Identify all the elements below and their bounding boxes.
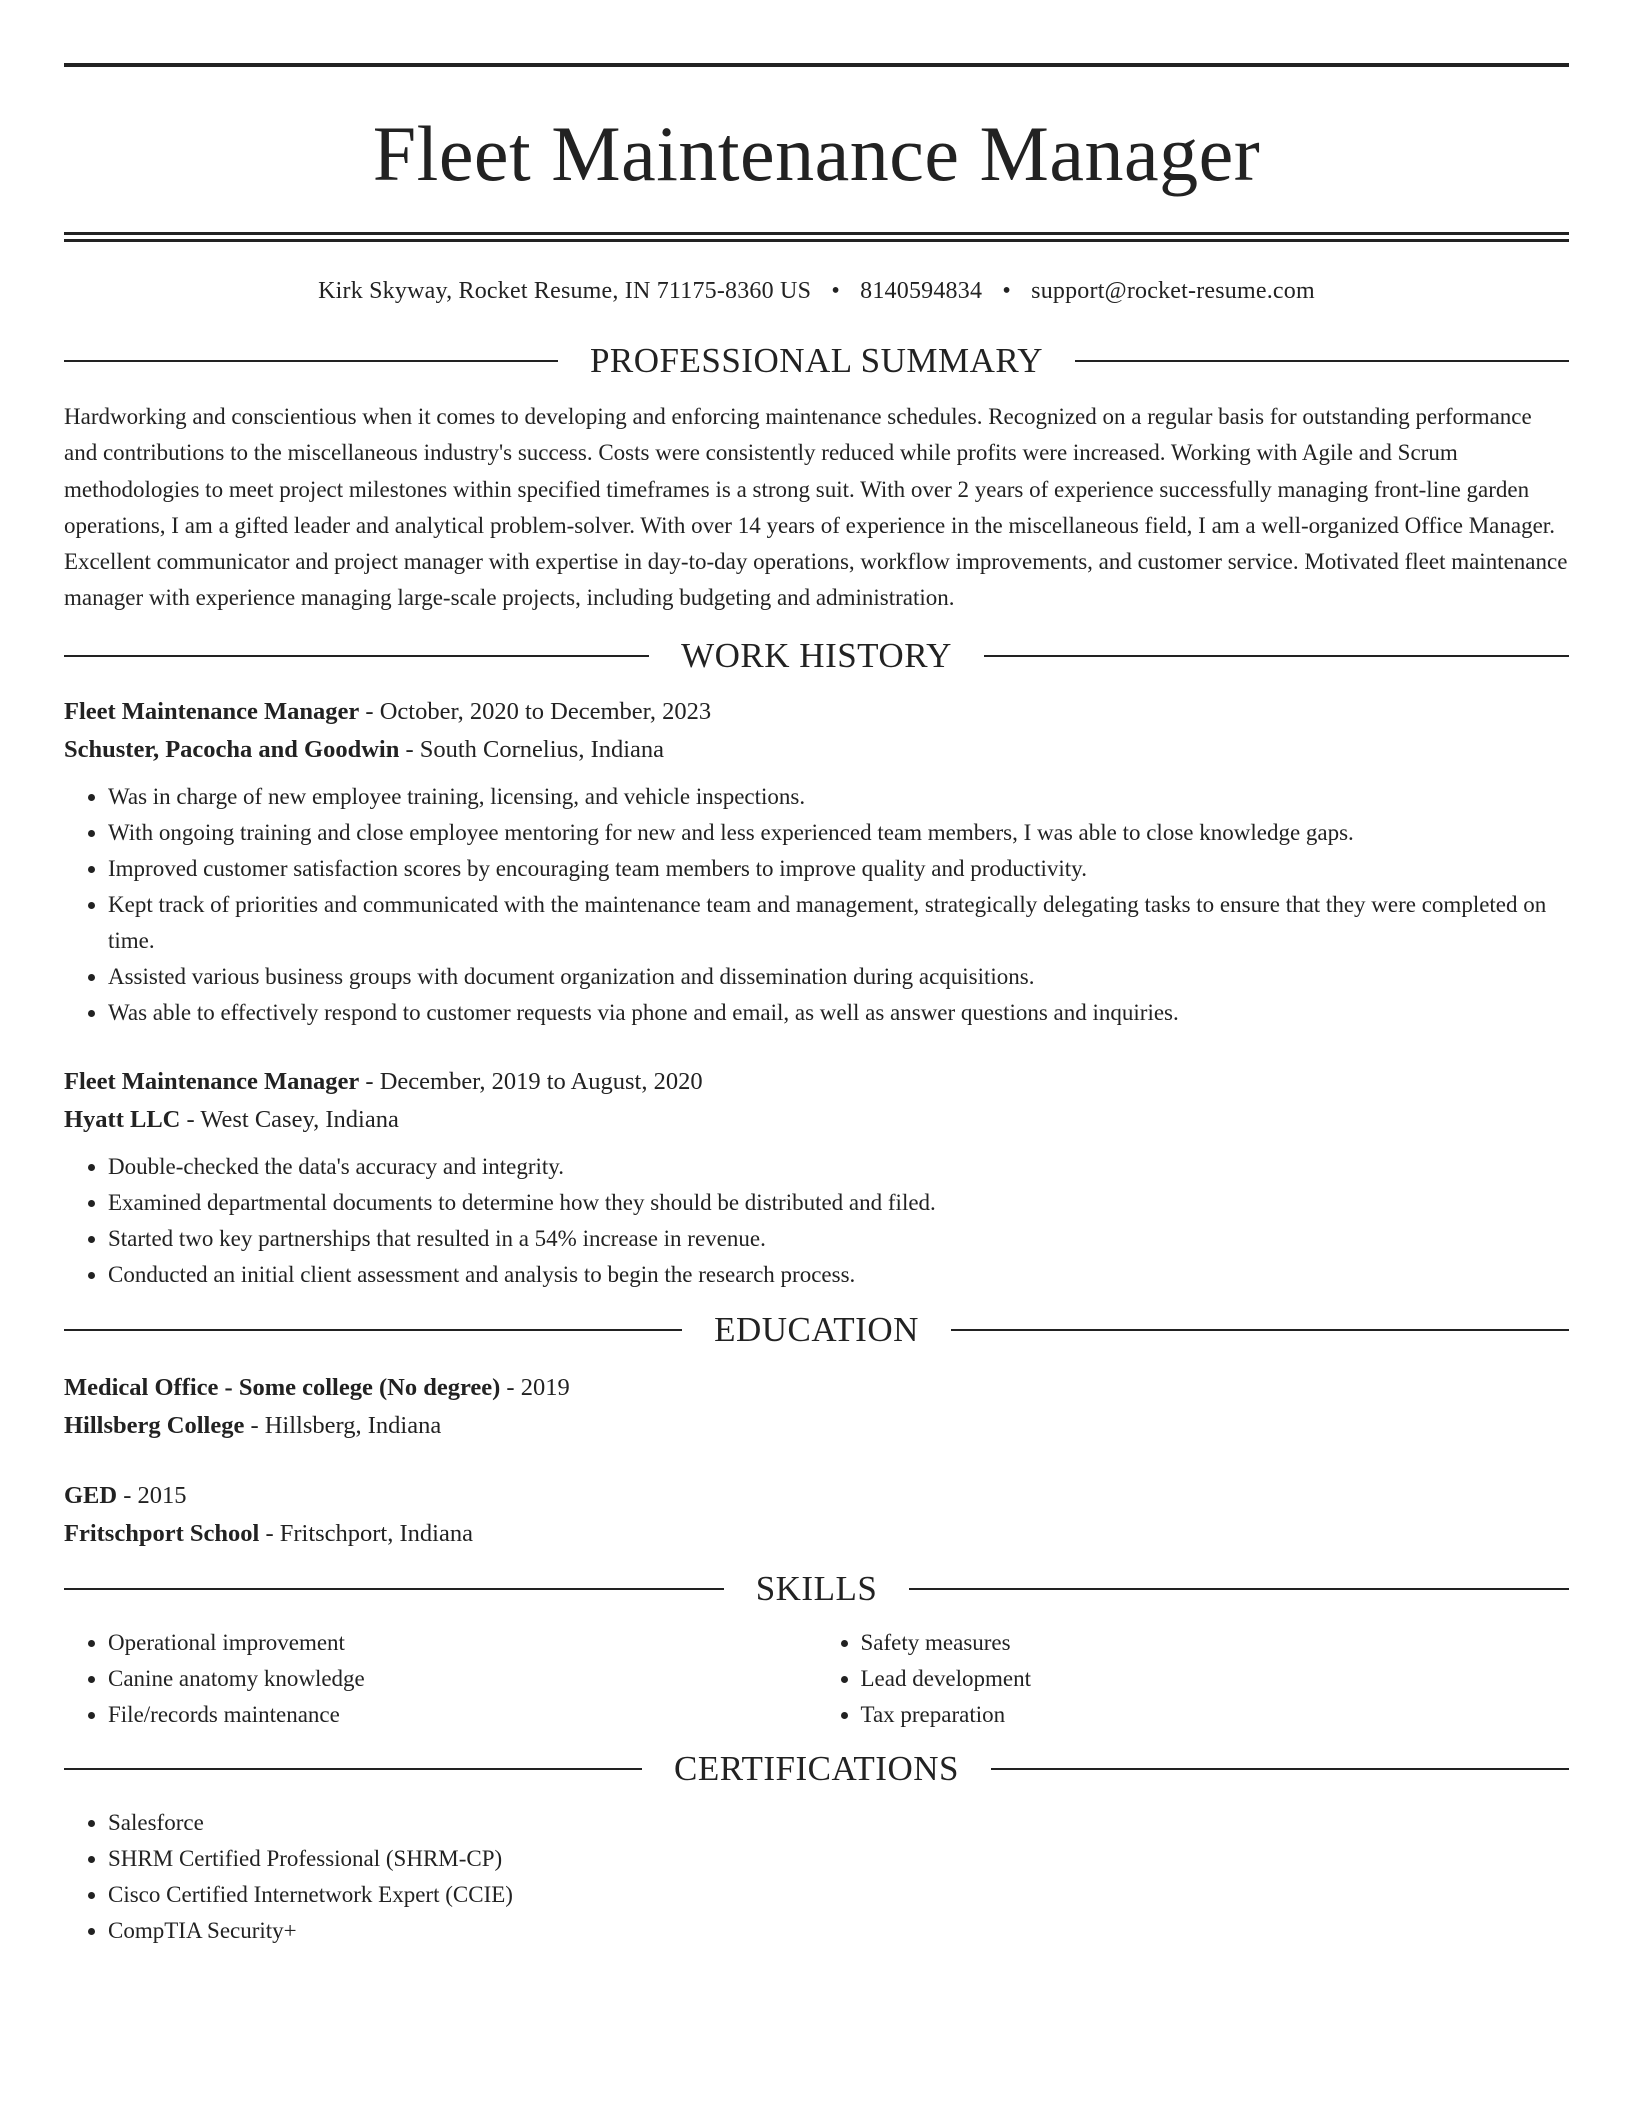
skill-item: • File/records maintenance bbox=[108, 1697, 817, 1733]
certification-item: • Salesforce bbox=[108, 1805, 1569, 1841]
education-year: - 2015 bbox=[117, 1481, 187, 1509]
job-dates: - December, 2019 to August, 2020 bbox=[359, 1067, 703, 1095]
section-heading-label: WORK HISTORY bbox=[681, 635, 952, 675]
certification-item: • Cisco Certified Internetwork Expert (CCIE) bbox=[108, 1877, 1569, 1913]
job-company: Hyatt LLC bbox=[64, 1105, 181, 1133]
section-rule-left bbox=[64, 360, 558, 362]
job-entry bbox=[64, 693, 1569, 1031]
education-school: Hillsberg College bbox=[64, 1411, 245, 1439]
job-bullet: • Started two key partnerships that resulted in a 54% increase in revenue. bbox=[108, 1221, 1569, 1257]
job-dates: - October, 2020 to December, 2023 bbox=[359, 697, 712, 725]
job-bullet: • Was in charge of new employee training, licensing, and vehicle inspections. bbox=[108, 779, 1569, 815]
skill-item: • Safety measures bbox=[861, 1625, 1570, 1661]
job-bullets bbox=[64, 1149, 1569, 1293]
section-rule-right bbox=[951, 1329, 1569, 1331]
section-heading-work-history bbox=[64, 634, 1569, 678]
job-company: Schuster, Pacocha and Goodwin bbox=[64, 735, 400, 763]
job-bullet: • Double-checked the data's accuracy and integrity. bbox=[108, 1149, 1569, 1185]
job-title-line bbox=[64, 1063, 1569, 1101]
section-heading-certifications bbox=[64, 1747, 1569, 1791]
section-heading-skills bbox=[64, 1567, 1569, 1611]
section-rule-left bbox=[64, 1329, 682, 1331]
job-bullets bbox=[64, 779, 1569, 1031]
section-rule-left bbox=[64, 1768, 642, 1770]
education-entry bbox=[64, 1477, 1569, 1553]
job-title-line bbox=[64, 693, 1569, 731]
contact-address: Kirk Skyway, Rocket Resume, IN 71175-8360 US bbox=[318, 278, 812, 304]
contact-email: support@rocket-resume.com bbox=[1031, 278, 1315, 304]
skills-list-right bbox=[817, 1625, 1570, 1733]
section-rule-right bbox=[984, 655, 1569, 657]
job-company-line bbox=[64, 1101, 1569, 1139]
contact-separator: • bbox=[831, 278, 840, 304]
section-heading-education bbox=[64, 1308, 1569, 1352]
education-school: Fritschport School bbox=[64, 1519, 260, 1547]
job-location: - West Casey, Indiana bbox=[180, 1105, 399, 1133]
education-degree-line bbox=[64, 1477, 1569, 1515]
header-double-rule bbox=[64, 232, 1569, 242]
contact-phone: 8140594834 bbox=[860, 278, 983, 304]
job-bullet: • Conducted an initial client assessment and analysis to begin the research process. bbox=[108, 1257, 1569, 1293]
education-degree: GED bbox=[64, 1481, 118, 1509]
resume-page bbox=[64, 63, 1569, 1949]
section-heading-label: CERTIFICATIONS bbox=[674, 1748, 959, 1788]
job-location: - South Cornelius, Indiana bbox=[399, 735, 665, 763]
skill-item: • Canine anatomy knowledge bbox=[108, 1661, 817, 1697]
job-bullet: • Was able to effectively respond to customer requests via phone and email, as well as answer questions and inquiries. bbox=[108, 995, 1569, 1031]
summary-text: Hardworking and conscientious when it comes to developing and enforcing maintenance schedules. Recognized on a regular basis for outstanding performance and contributions to the miscellaneous industry's success. Costs were consistently reduced while profits were increased. Working with Agile and Scrum methodologies to meet project milestones within specified timeframes is a strong suit. With over 2 years of experience successfully managing front-line garden operations, I am a gifted leader and analytical problem-solver. With over 14 years of experience in the miscellaneous field, I am a well-organized Office Manager. Excellent communicator and project manager with expertise in day-to-day operations, workflow improvements, and customer service. Motivated fleet maintenance manager with experience managing large-scale projects, including budgeting and administration. bbox=[64, 404, 1568, 611]
job-role: Fleet Maintenance Manager bbox=[64, 697, 360, 725]
certifications-list bbox=[64, 1805, 1569, 1949]
education-degree: Medical Office - Some college (No degree) bbox=[64, 1373, 501, 1401]
job-entry bbox=[64, 1063, 1569, 1293]
certification-item: • CompTIA Security+ bbox=[108, 1913, 1569, 1949]
job-bullet: • Examined departmental documents to determine how they should be distributed and filed. bbox=[108, 1185, 1569, 1221]
education-degree-line bbox=[64, 1369, 1569, 1407]
section-rule-right bbox=[991, 1768, 1569, 1770]
education-school-line bbox=[64, 1515, 1569, 1553]
education-year: - 2019 bbox=[500, 1373, 570, 1401]
job-bullet: • Assisted various business groups with document organization and dissemination during acquisitions. bbox=[108, 959, 1569, 995]
skill-item: • Lead development bbox=[861, 1661, 1570, 1697]
contact-line bbox=[64, 276, 1569, 306]
education-entry bbox=[64, 1369, 1569, 1445]
skill-item: • Tax preparation bbox=[861, 1697, 1570, 1733]
section-heading-label: SKILLS bbox=[755, 1568, 878, 1608]
job-company-line bbox=[64, 731, 1569, 769]
section-rule-left bbox=[64, 1588, 724, 1590]
section-rule-right bbox=[909, 1588, 1569, 1590]
section-heading-label: PROFESSIONAL SUMMARY bbox=[589, 341, 1044, 380]
header-top-rule bbox=[64, 63, 1569, 67]
section-heading-summary bbox=[64, 339, 1569, 383]
job-bullet: • Kept track of priorities and communicated with the maintenance team and management, strategically delegating tasks to ensure that they were completed on time. bbox=[108, 887, 1569, 959]
section-rule-left bbox=[64, 655, 649, 657]
education-school-line bbox=[64, 1407, 1569, 1445]
contact-separator: • bbox=[1002, 278, 1011, 304]
job-bullet: • Improved customer satisfaction scores by encouraging team members to improve quality and productivity. bbox=[108, 851, 1569, 887]
job-role: Fleet Maintenance Manager bbox=[64, 1067, 360, 1095]
skills-grid bbox=[64, 1611, 1569, 1733]
job-bullet: • With ongoing training and close employee mentoring for new and less experienced team members, I was able to close knowledge gaps. bbox=[108, 815, 1569, 851]
section-rule-right bbox=[1075, 360, 1569, 362]
skills-list-left bbox=[64, 1625, 817, 1733]
education-location: - Hillsberg, Indiana bbox=[244, 1411, 442, 1439]
certification-item: • SHRM Certified Professional (SHRM-CP) bbox=[108, 1841, 1569, 1877]
resume-title: Fleet Maintenance Manager bbox=[372, 110, 1261, 197]
education-location: - Fritschport, Indiana bbox=[259, 1519, 473, 1547]
skill-item: • Operational improvement bbox=[108, 1625, 817, 1661]
section-heading-label: EDUCATION bbox=[714, 1309, 919, 1349]
